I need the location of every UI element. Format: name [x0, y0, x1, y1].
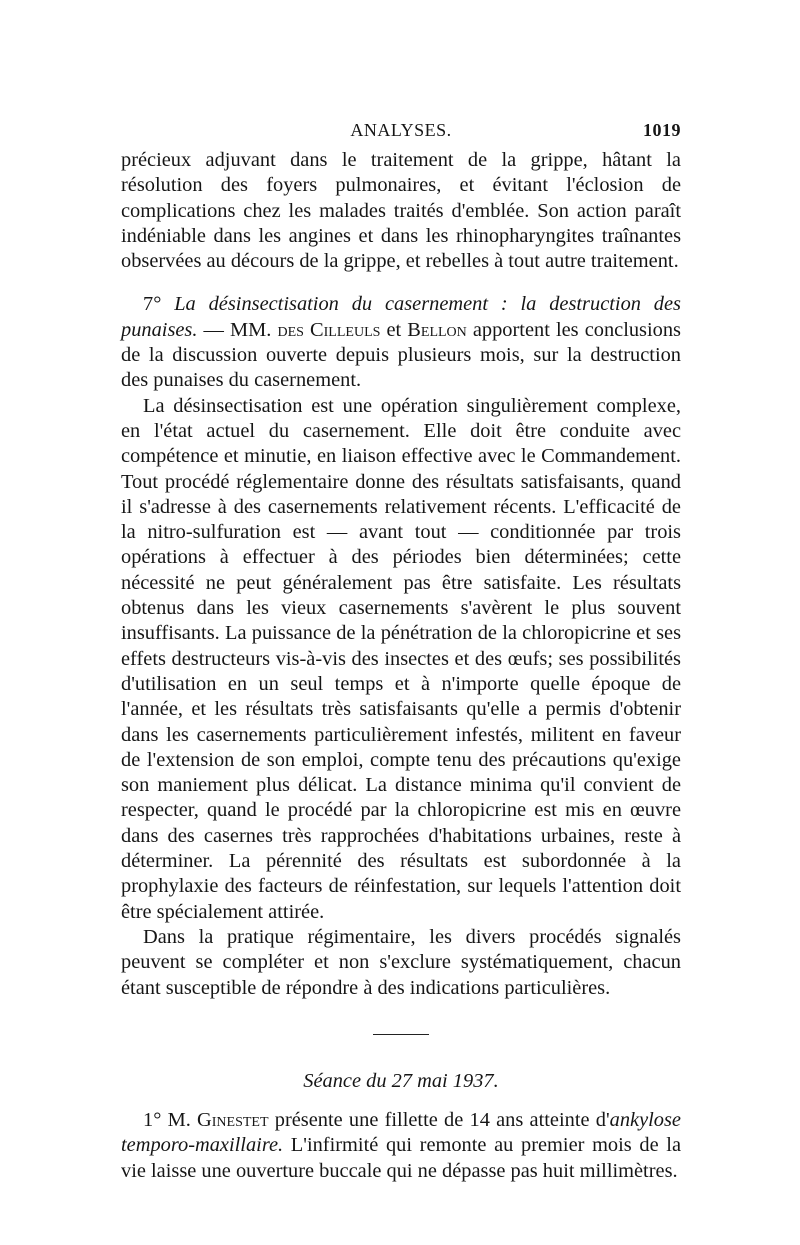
author-name: Ginestet — [197, 1109, 269, 1132]
item-number: 7° — [143, 293, 162, 316]
title-dash: — — [197, 318, 231, 341]
session-date: 27 mai 1937. — [391, 1069, 499, 1092]
section-divider — [373, 1034, 429, 1035]
paragraph-text: présente une fillette de 14 ans atteinte d' — [268, 1109, 610, 1132]
session-heading — [121, 1069, 681, 1094]
author-prefix: M. — [161, 1109, 198, 1132]
paragraph-ginestet — [121, 1108, 681, 1184]
author-name: Bellon — [407, 318, 467, 341]
paragraph-pratique-regimentaire: Dans la pratique régimentaire, les divers procédés signalés peuvent se compléter et non s'exclure systématiquement, chacun étant susceptible de répondre à des indications particulières. — [121, 925, 681, 999]
session-prefix: Séance du — [303, 1069, 392, 1092]
running-head — [121, 118, 681, 148]
paragraph-text-continued: L'infirmité qui remonte au premier mois de la vie laisse une ouverture buccale qui ne dépasse pas huit millimètres. — [121, 1134, 681, 1182]
body-text — [121, 148, 681, 1184]
paragraph-grippe-treatment: précieux adjuvant dans le traitement de la grippe, hâtant la résolution des foyers pulmonaires, et évitant l'éclosion de complications chez les malades traités d'emblée. Son action paraît indéniable dans les angines et dans les rhinopharyngites traînantes observées au décours de la grippe, et rebelles à tout autre traitement. — [121, 149, 681, 273]
authors-prefix: MM. — [230, 318, 272, 341]
authors-and: et — [380, 318, 408, 341]
running-head-title: ANALYSES. — [350, 120, 452, 140]
paragraph-desinsectisation-body: La désinsectisation est une opération singulièrement complexe, en l'état actuel du casernement. Elle doit être conduite avec compétence et minutie, en liaison effective avec le Commandement. Tout procédé réglementaire donne des résultats satisfaisants, quand il s'adresse à des casernements relativement récents. L'efficacité de la nitro-sulfuration est — avant tout — conditionnée par trois opérations à effectuer à des périodes bien déterminées; cette nécessité ne peut généralement pas être satisfaite. Les résultats obtenus dans les vieux casernements s'avèrent le plus souvent insuffisants. La puissance de la pénétration de la chloropicrine et ses effets destructeurs vis-à-vis des insectes et des œufs; ses possibilités d'utilisation en un seul temps et à n'importe quelle époque de l'année, et les résultats très satisfaisants qu'elle a permis d'obtenir dans les casernements particulièrement infestés, militent en faveur de l'extension de son emploi, compte tenu des précautions qu'exige son maniement plus délicat. La distance minima qu'il convient de respecter, quand le procédé par la chloropicrine est mis en œuvre dans des casernes très rapprochées d'habitations urbaines, reste à déterminer. La pérennité des résultats est subordonnée à la prophylaxie des facteurs de réinfestation, sur lequels l'attention doit être spécialement attirée. — [121, 394, 681, 923]
paragraph-desinsectisation-intro — [121, 292, 681, 393]
author-name: des Cilleuls — [277, 318, 381, 341]
item-title: La désinsectisation du casernement : la destruction des punaises. — [121, 293, 681, 341]
paragraph-rest: apportent les conclusions de la discussion ouverte depuis plusieurs mois, sur la destruction des punaises du casernement. — [121, 318, 681, 392]
page-number: 1019 — [643, 120, 681, 140]
item-number: 1° — [143, 1109, 162, 1132]
diagnosis: ankylose temporo-maxillaire. — [121, 1109, 681, 1157]
